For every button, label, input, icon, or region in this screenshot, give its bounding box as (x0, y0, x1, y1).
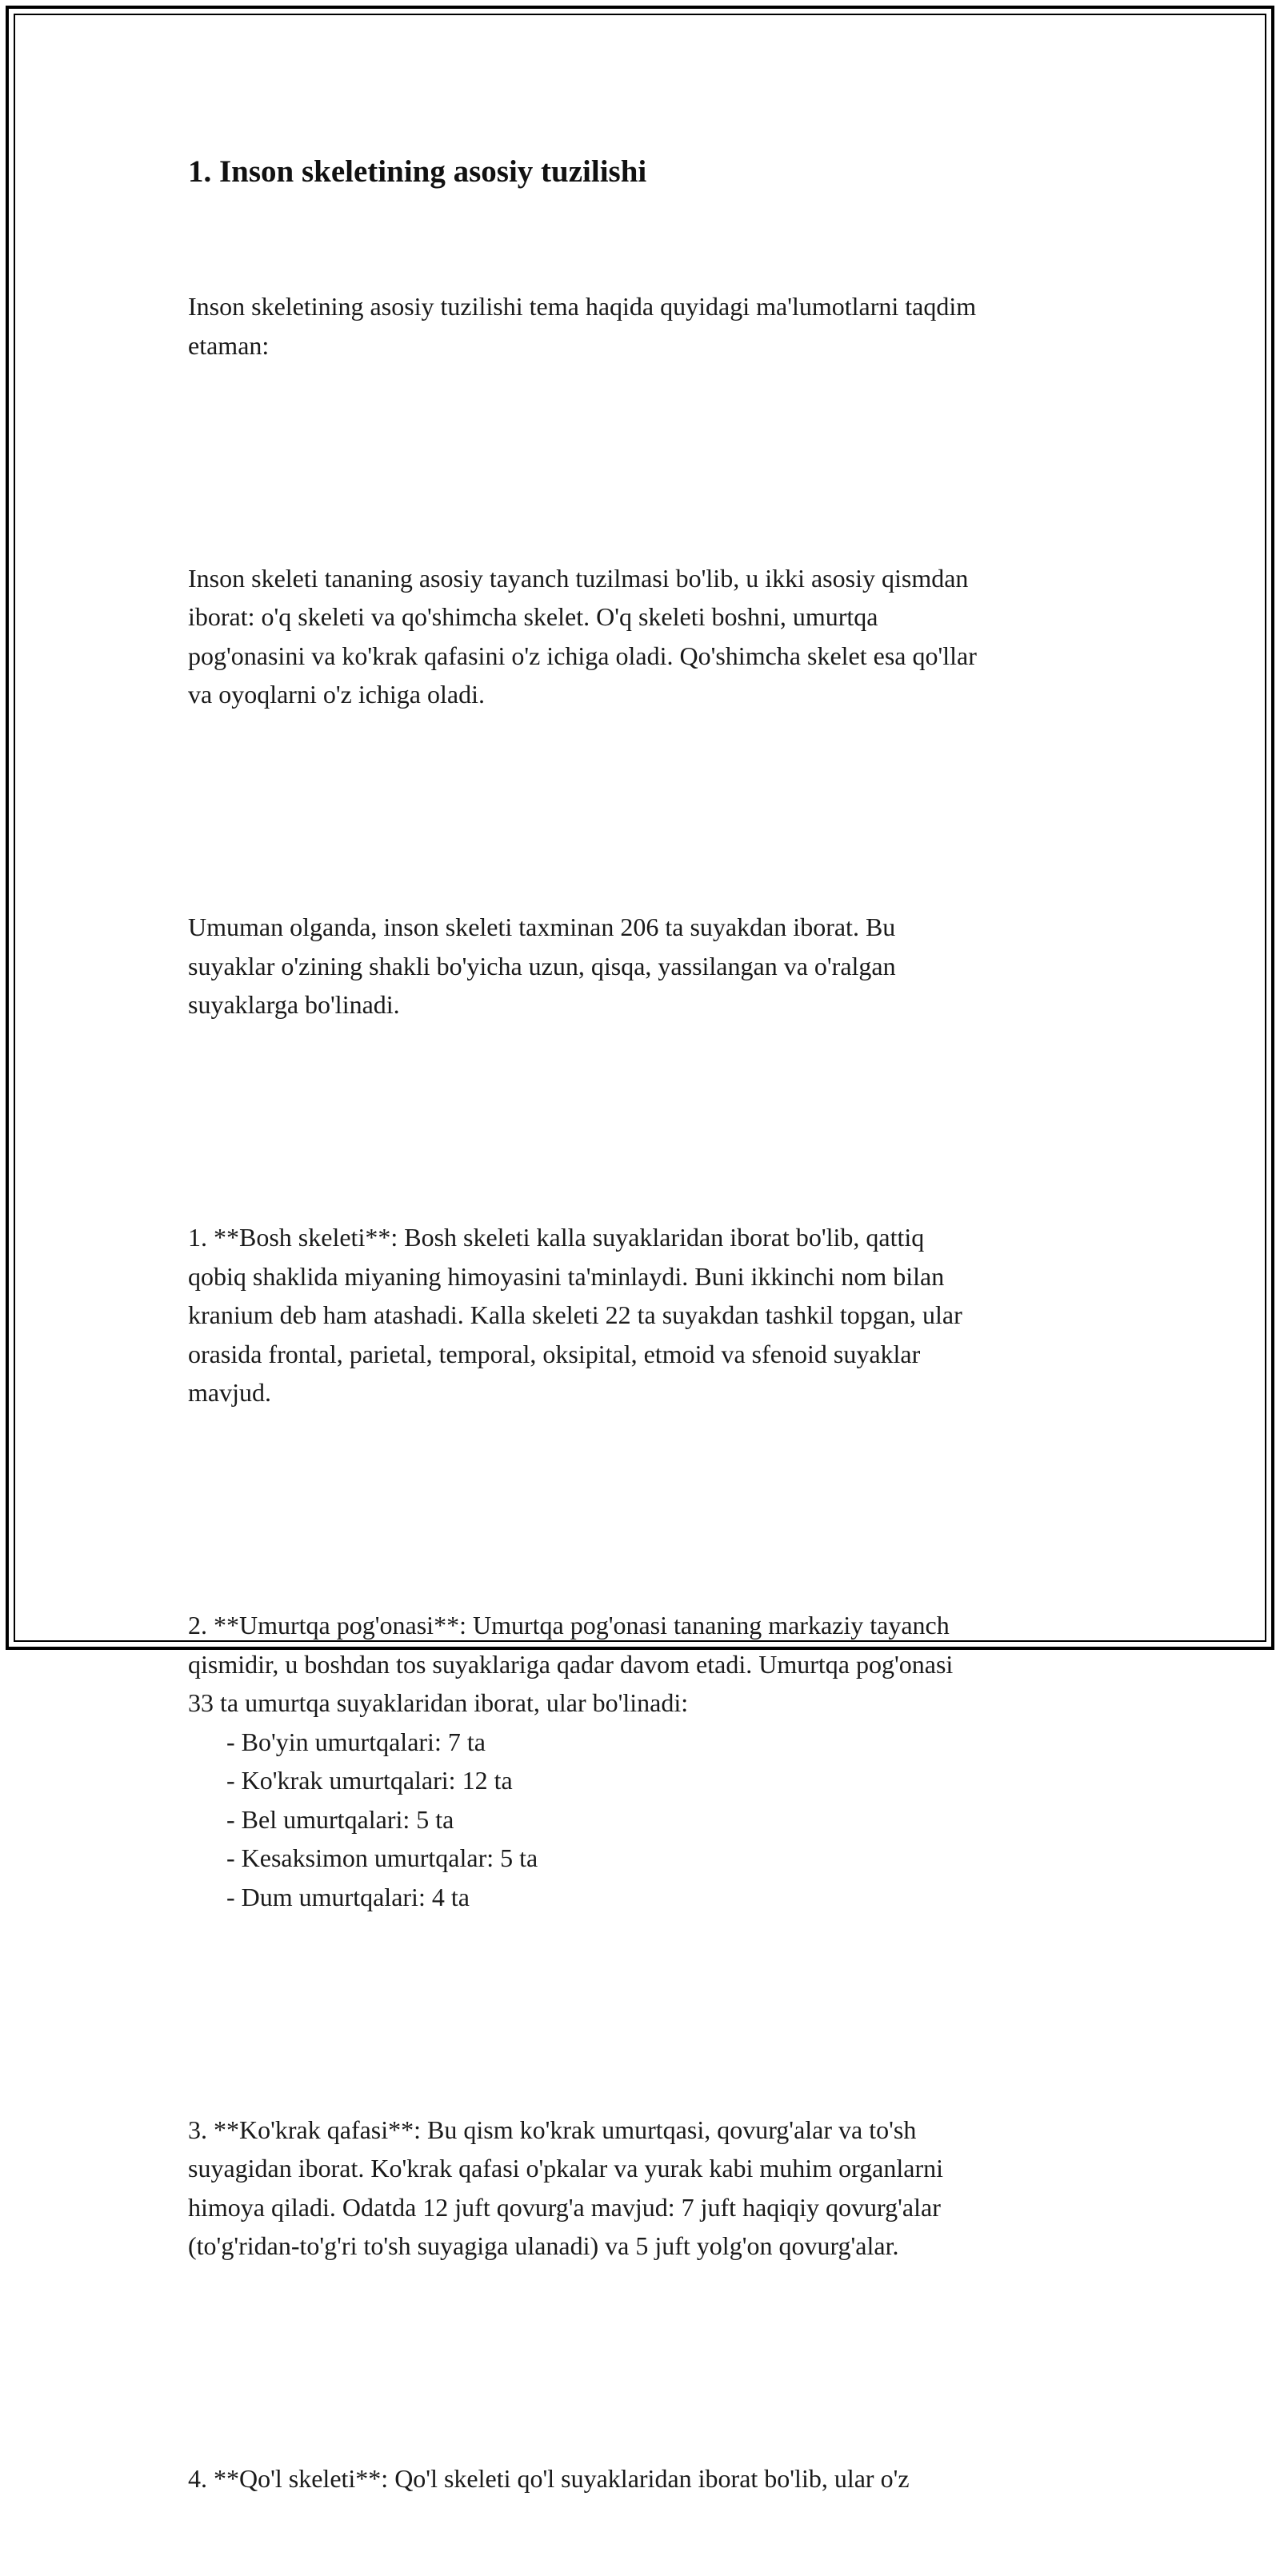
text-line: iborat: o'q skeleti va qo'shimcha skelet. O'q skeleti boshni, umurtqa (188, 602, 878, 631)
text-line: 2. **Umurtqa pog'onasi**: Umurtqa pog'onasi tananing markaziy tayanch (188, 1611, 950, 1639)
text-line: kranium deb ham atashadi. Kalla skeleti 22 ta suyakdan tashkil topgan, ular (188, 1300, 962, 1329)
text-line: 4. **Qo'l skeleti**: Qo'l skeleti qo'l suyaklaridan iborat bo'lib, ular o'z (188, 2464, 910, 2493)
bone-count-paragraph (188, 830, 1100, 1102)
text-line: qismidir, u boshdan tos suyaklariga qadar davom etadi. Umurtqa pog'onasi (188, 1649, 954, 1679)
skeleton-overview-paragraph (188, 481, 1100, 792)
text-line: mavjud. (188, 1378, 271, 1407)
text-line: orasida frontal, parietal, temporal, oksipital, etmoid va sfenoid suyaklar (188, 1339, 921, 1368)
text-line: suyaklar o'zining shakli bo'yicha uzun, qisqa, yassilangan va o'ralgan (188, 951, 896, 980)
text-line: 33 ta umurtqa suyaklaridan iborat, ular bo'linadi: (188, 1688, 689, 1717)
vertebrae-list-item: - Bo'yin umurtqalari: 7 ta (226, 1727, 486, 1756)
vertebrae-list-item: - Kesaksimon umurtqalar: 5 ta (226, 1843, 538, 1872)
text-line: (to'g'ridan-to'g'ri to'sh suyagiga ulanadi) va 5 juft yolg'on qovurg'alar. (188, 2231, 899, 2260)
vertebrae-list-item: - Bel umurtqalari: 5 ta (226, 1804, 454, 1834)
vertebrae-list-item: - Dum umurtqalari: 4 ta (226, 1882, 470, 1911)
section-heading: 1. Inson skeletining asosiy tuzilishi (188, 154, 647, 189)
text-line: 3. **Ko'krak qafasi**: Bu qism ko'krak umurtqasi, qovurg'alar va to'sh (188, 2115, 917, 2144)
ribcage-paragraph (188, 2033, 1100, 2343)
vertebrae-list-item: - Ko'krak umurtqalari: 12 ta (226, 1766, 513, 1795)
text-line: Umuman olganda, inson skeleti taxminan 206 ta suyakdan iborat. Bu (188, 913, 896, 941)
text-line: va oyoqlarni o'z ichiga oladi. (188, 680, 485, 709)
skull-paragraph (188, 1140, 1100, 1490)
text-line: suyaklarga bo'linadi. (188, 990, 400, 1019)
text-line: himoya qiladi. Odatda 12 juft qovurg'a mavjud: 7 juft haqiqiy qovurg'alar (188, 2192, 941, 2222)
document-body (188, 152, 1100, 2576)
spine-paragraph (188, 1528, 1100, 1994)
text-line: qobiq shaklida miyaning himoyasini ta'minlaydi. Buni ikkinchi nom bilan (188, 1261, 945, 1291)
intro-paragraph (188, 210, 1100, 442)
text-line: etaman: (188, 330, 270, 360)
text-line: suyagidan iborat. Ko'krak qafasi o'pkalar va yurak kabi muhim organlarni (188, 2154, 943, 2183)
text-line: Inson skeletining asosiy tuzilishi tema haqida quyidagi ma'lumotlarni taqdim (188, 292, 977, 321)
text-line: 1. **Bosh skeleti**: Bosh skeleti kalla suyaklaridan iborat bo'lib, qattiq (188, 1223, 925, 1252)
text-line: pog'onasini va ko'krak qafasini o'z ichiga oladi. Qo'shimcha skelet esa qo'llar (188, 641, 977, 670)
text-line: Inson skeleti tananing asosiy tayanch tuzilmasi bo'lib, u ikki asosiy qismdan (188, 563, 969, 593)
arm-skeleton-paragraph (188, 2382, 1100, 2576)
